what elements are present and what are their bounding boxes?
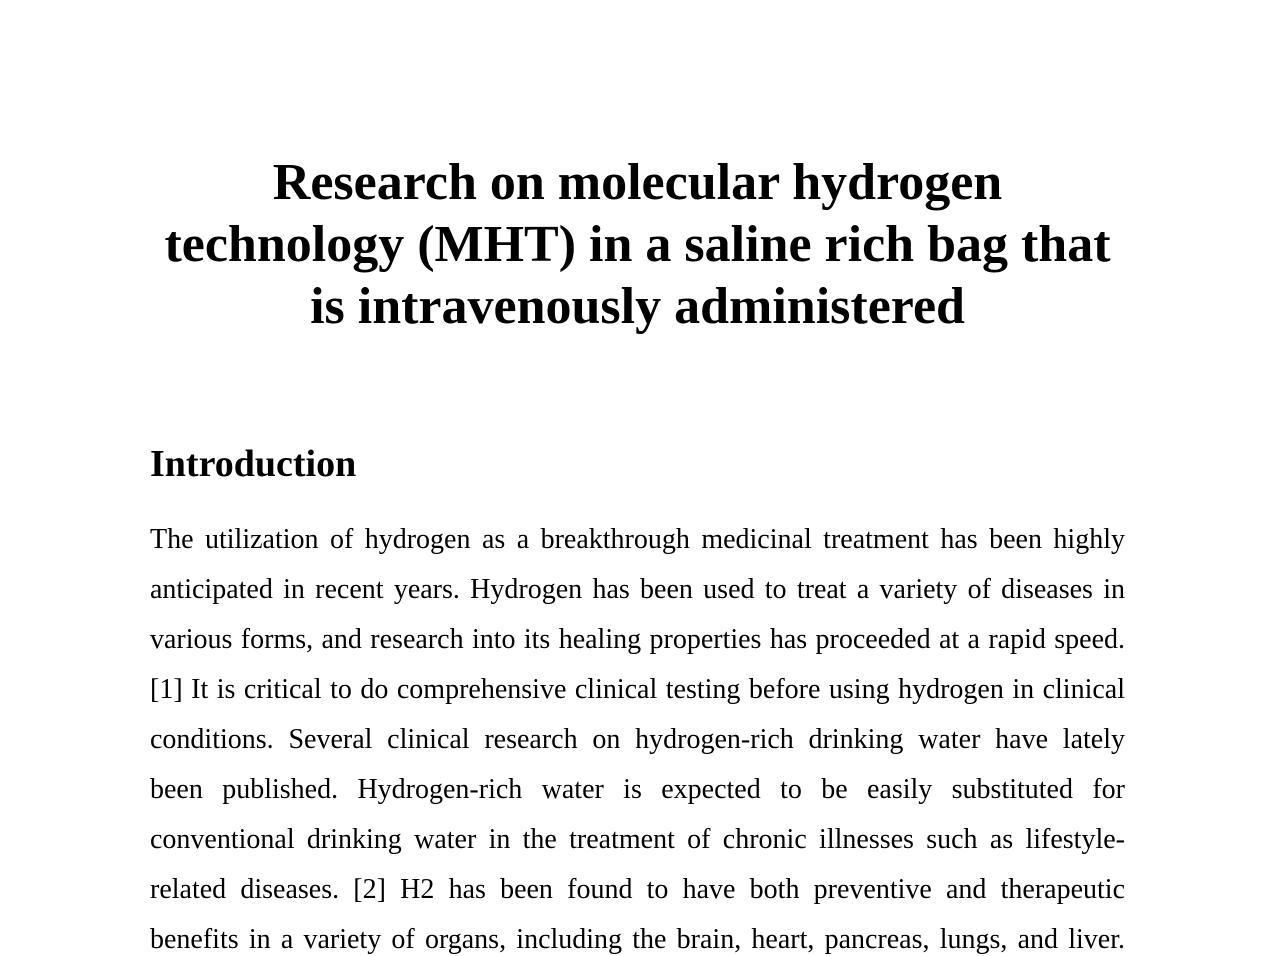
paragraph-line-3: various forms, and research into its healing properties has proceeded at a rapid speed. [150,624,1125,655]
paragraph-line-5: conditions. Several clinical research on hydrogen-rich drinking water have lately [150,724,1125,755]
paragraph-line-7: conventional drinking water in the treatment of chronic illnesses such as lifestyle- [150,824,1125,855]
document-title [150,152,1125,338]
paragraph-line-4: [1] It is critical to do comprehensive clinical testing before using hydrogen in clinical [150,674,1125,705]
paragraph-line-1: The utilization of hydrogen as a breakthrough medicinal treatment has been highly [150,524,1125,555]
introduction-paragraph [150,515,1125,956]
title-line-3: is intravenously administered [310,278,965,335]
title-line-2: technology (MHT) in a saline rich bag that [164,216,1111,273]
paragraph-line-2: anticipated in recent years. Hydrogen has been used to treat a variety of diseases in [150,574,1125,605]
title-line-1: Research on molecular hydrogen [272,154,1003,211]
section-heading-introduction: Introduction [150,443,357,485]
paragraph-line-6: been published. Hydrogen-rich water is expected to be easily substituted for [150,774,1125,805]
paragraph-line-9: benefits in a variety of organs, including the brain, heart, pancreas, lungs, and liver. [150,924,1125,955]
paragraph-line-8: related diseases. [2] H2 has been found to have both preventive and therapeutic [150,874,1125,905]
